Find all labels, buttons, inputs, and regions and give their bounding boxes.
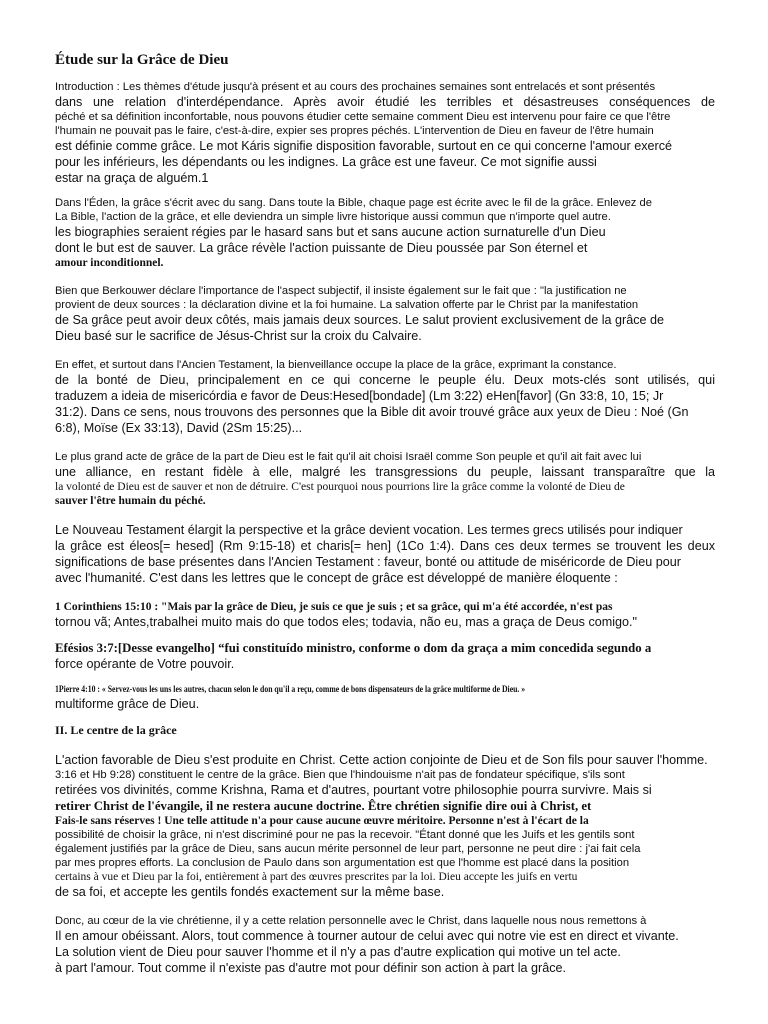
quote-corinthiens xyxy=(55,600,715,630)
text-line: 1 Corinthiens 15:10 : "Mais par la grâce de Dieu, je suis ce que je suis ; et sa grâce, qui m'a été accordée, n'est pas xyxy=(55,601,613,613)
text-line: 6:8), Moïse (Ex 33:13), David (2Sm 15:25)... xyxy=(55,421,303,435)
text-line: L'action favorable de Dieu s'est produite en Christ. Cette action conjointe de Dieu et de Son fils pour sauver l'homme. xyxy=(55,753,708,767)
text-line: force opérante de Votre pouvoir. xyxy=(55,657,235,671)
paragraph-berkouwer xyxy=(55,284,715,344)
paragraph-ancien-testament xyxy=(55,358,715,436)
text-line: certains à vue et Dieu par la foi, entièrement à part des œuvres prescrites par la loi. Dieu accepte les juifs en vertu xyxy=(55,871,578,883)
text-line: péché et sa définition inconfortable, nous pouvons étudier cette semaine comment Dieu est intervenu pour faire ce que l'être xyxy=(55,111,671,123)
text-line: retirées vos divinités, comme Krishna, Rama et d'autres, pourtant votre philosophie pourra survivre. Mais si xyxy=(55,783,652,797)
paragraph-nouveau-testament xyxy=(55,522,715,586)
quote-efesios xyxy=(55,640,715,672)
text-line: En effet, et surtout dans l'Ancien Testament, la bienveillance occupe la place de la grâce, exprimant la constance. xyxy=(55,359,617,371)
text-line: estar na graça de alguém.1 xyxy=(55,171,209,185)
text-line: significations de base présentes dans l'Ancien Testament : faveur, bonté ou attitude de miséricorde de Dieu pour xyxy=(55,555,681,569)
text-line: à part l'amour. Tout comme il n'existe pas d'autre mot pour définir son action à part la grâce. xyxy=(55,961,566,975)
text-line: Le Nouveau Testament élargit la perspective et la grâce devient vocation. Les termes grecs utilisés pour indiquer xyxy=(55,523,683,537)
text-line: dans une relation d'interdépendance. Après avoir étudié les terribles et désastreuses conséquences de xyxy=(55,95,715,109)
text-line: de Sa grâce peut avoir deux côtés, mais jamais deux sources. Le salut provient exclusivement de la grâce de xyxy=(55,313,665,327)
document-title: Étude sur la Grâce de Dieu xyxy=(55,52,229,68)
text-line: Fais-le sans réserves ! Une telle attitude n'a pour cause aucune œuvre méritoire. Personne n'est à l'écart de la xyxy=(55,815,589,827)
text-line: amour inconditionnel. xyxy=(55,257,164,269)
text-line: une alliance, en restant fidèle à elle, malgré les transgressions du peuple, laissant transparaître que la xyxy=(55,465,715,479)
text-line: Introduction : Les thèmes d'étude jusqu'à présent et au cours des prochaines semaines sont entrelacés et sont présentés xyxy=(55,81,656,93)
text-line: provient de deux sources : la déclaration divine et la foi humaine. La salvation offerte par le Christ par la manifestation xyxy=(55,299,639,311)
quote-pierre xyxy=(55,682,715,712)
text-line: possibilité de choisir la grâce, ni n'est discriminé pour ne pas la recevoir. "Étant donné que les Juifs et les gentils sont xyxy=(55,829,635,841)
text-line: Dans l'Éden, la grâce s'écrit avec du sang. Dans toute la Bible, chaque page est écrite avec le fil de la grâce. Enlevez de xyxy=(55,197,652,209)
paragraph-conclusion xyxy=(55,914,715,976)
text-line: multiforme grâce de Dieu. xyxy=(55,697,200,711)
text-line: La solution vient de Dieu pour sauver l'homme et il n'y a pas d'autre explication qui motive un tel acte. xyxy=(55,945,621,959)
text-line: tornou vã; Antes,trabalhei muito mais do que todos eles; todavia, não eu, mas a graça de Deus comigo." xyxy=(55,615,638,629)
text-line: 3:16 et Hb 9:28) constituent le centre de la grâce. Bien que l'hindouisme n'ait pas de fondateur spécifique, s'ils sont xyxy=(55,769,625,781)
paragraph-eden xyxy=(55,196,715,270)
section-heading: II. Le centre de la grâce xyxy=(55,723,177,737)
text-line: les biographies seraient régies par le hasard sans but et sans aucune action surnaturelle d'un Dieu xyxy=(55,225,606,239)
text-line: pour les inférieurs, les dépendants ou les indignes. La grâce est une faveur. Ce mot signifie aussi xyxy=(55,155,597,169)
document-page xyxy=(55,50,715,976)
text-line: Efésios 3:7:[Desse evangelho] “fui constituído ministro, conforme o dom da graça a mim concedida segundo a xyxy=(55,641,652,655)
text-line: sauver l'être humain du péché. xyxy=(55,495,206,507)
text-line: avec l'humanité. C'est dans les lettres que le concept de grâce est développé de manière éloquente : xyxy=(55,571,618,585)
text-line: dont le but est de sauver. La grâce révèle l'action puissante de Dieu poussée par Son éternel et xyxy=(55,241,588,255)
text-line: Il en amour obéissant. Alors, tout commence à tourner autour de celui avec qui notre vie est en direct et vivante. xyxy=(55,929,679,943)
paragraph-israel xyxy=(55,450,715,508)
text-line: la grâce est éleos[= hesed] (Rm 9:15-18) et charis[= hen] (1Co 1:4). Dans ces deux termes se trouvent les deux xyxy=(55,539,715,553)
text-line: de la bonté de Dieu, principalement en ce qui concerne le peuple élu. Deux mots-clés sont utilisés, qui xyxy=(55,373,715,387)
text-line: traduzem a ideia de misericórdia e favor de Deus:Hesed[bondade] (Lm 3:22) eHen[favor] (Gn 33:8, 10, 15; Jr xyxy=(55,389,664,403)
text-line: Bien que Berkouwer déclare l'importance de l'aspect subjectif, il insiste également sur le fait que : "la justification ne xyxy=(55,285,627,297)
text-line: l'humain ne pouvait pas le faire, c'est-à-dire, expier ses propres péchés. L'intervention de Dieu en faveur de l'être humain xyxy=(55,125,654,137)
text-line: Le plus grand acte de grâce de la part de Dieu est le fait qu'il ait choisi Israël comme Son peuple et qu'il ait fait avec lui xyxy=(55,451,642,463)
text-line: Donc, au cœur de la vie chrétienne, il y a cette relation personnelle avec le Christ, dans laquelle nous nous remettons à xyxy=(55,915,647,927)
text-line: 1Pierre 4:10 : « Servez-vous les uns les autres, chacun selon le don qu'il a reçu, comme de bons dispensateurs de la grâce multiforme de Dieu. » xyxy=(55,684,526,694)
text-line: également justifiés par la grâce de Dieu, sans aucun mérite personnel de leur part, personne ne peut dire : j'ai fait cela xyxy=(55,843,641,855)
text-line: est définie comme grâce. Le mot Káris signifie disposition favorable, surtout en ce qui concerne l'amour exercé xyxy=(55,139,673,153)
paragraph-introduction xyxy=(55,80,715,186)
text-line: 31:2). Dans ce sens, nous trouvons des personnes que la Bible dit avoir trouvé grâce aux yeux de Dieu : Noé (Gn xyxy=(55,405,689,419)
text-line: La Bible, l'action de la grâce, et elle deviendra un simple livre historique aussi commun que n'importe quel autre. xyxy=(55,211,611,223)
text-line: Dieu basé sur le sacrifice de Jésus-Christ sur la croix du Calvaire. xyxy=(55,329,422,343)
text-line: retirer Christ de l'évangile, il ne restera aucune doctrine. Être chrétien signifie dire oui à Christ, et xyxy=(55,799,592,813)
paragraph-centre-grace xyxy=(55,752,715,900)
text-line: la volonté de Dieu est de sauver et non de détruire. C'est pourquoi nous pourrions lire la grâce comme la volonté de Dieu de xyxy=(55,481,625,493)
text-line: par mes propres efforts. La conclusion de Paulo dans son argumentation est que l'homme est placé dans la position xyxy=(55,857,630,869)
text-line: de sa foi, et accepte les gentils fondés exactement sur la même base. xyxy=(55,885,445,899)
